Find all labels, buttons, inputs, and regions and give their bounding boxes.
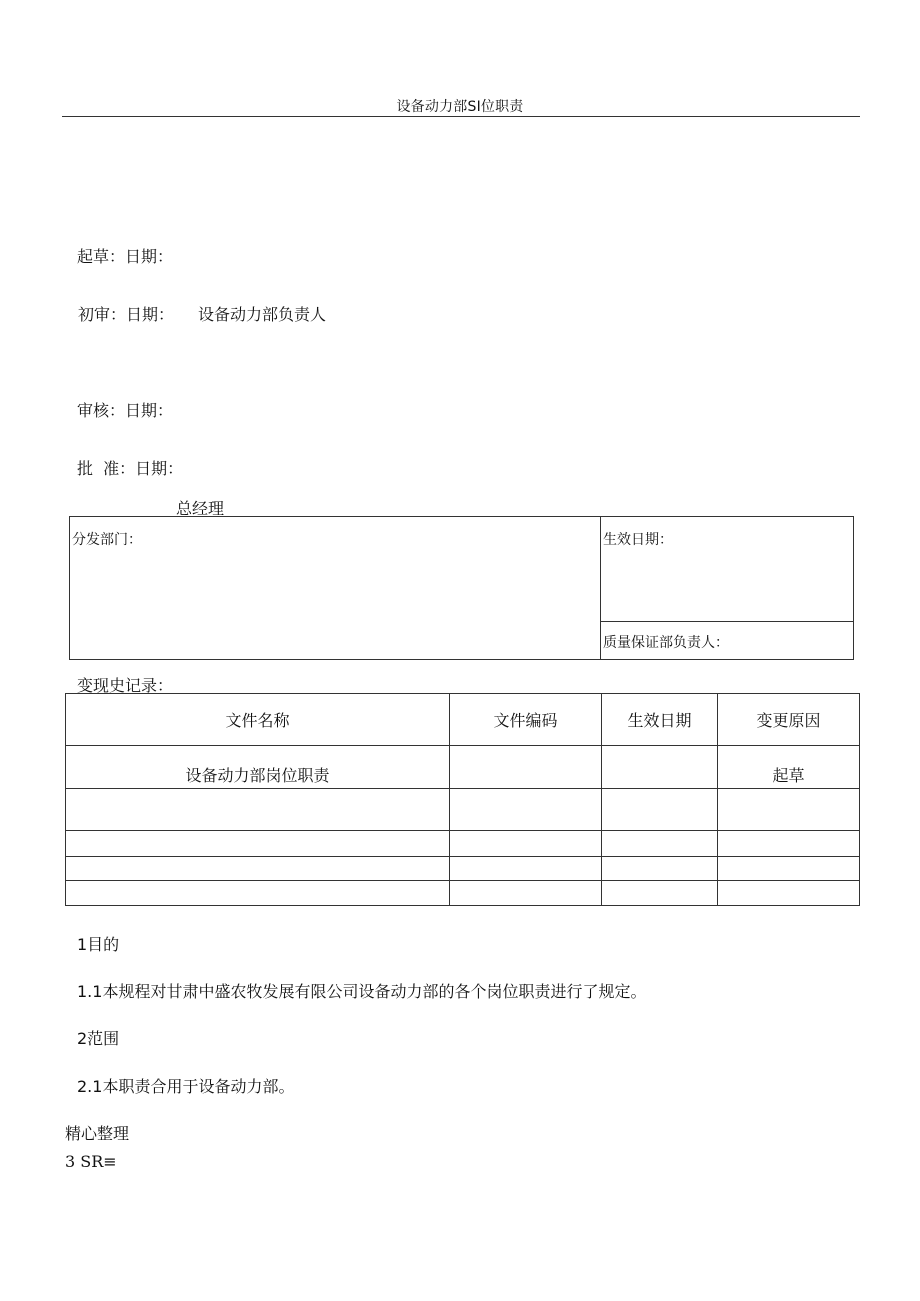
effective-date-label: 生效日期：: [603, 532, 673, 548]
column-header: 变更原因: [718, 694, 860, 746]
distribution-divider-horizontal: [600, 621, 853, 622]
section-3-heading: 3 SR≡: [65, 1152, 117, 1171]
column-header: 文件名称: [66, 694, 450, 746]
table-cell: [450, 746, 602, 789]
qa-signer-label: 质量保证部负责人：: [603, 635, 729, 651]
page-note: 精心整理: [65, 1124, 130, 1143]
section-1-1-text: 1.1本规程对甘肃中盛农牧发展有限公司设备动力部的各个岗位职责进行了规定。: [77, 982, 647, 1001]
table-cell: [718, 881, 860, 906]
table-row: [66, 746, 860, 789]
approval-line: 批 准：日期：: [77, 459, 184, 478]
table-cell: [66, 881, 450, 906]
section-1-heading: 1目的: [77, 935, 120, 954]
table-cell: [602, 831, 718, 857]
distribution-box: [69, 516, 854, 660]
distribution-dept-label: 分发部门：: [72, 532, 142, 548]
table-row: [66, 881, 860, 906]
column-header: 生效日期: [602, 694, 718, 746]
table-cell: [718, 789, 860, 831]
table-cell: [450, 857, 602, 881]
table-cell: 设备动力部岗位职责: [66, 746, 450, 789]
table-cell: [450, 831, 602, 857]
table-cell: [450, 881, 602, 906]
section-2-heading: 2范围: [77, 1029, 120, 1048]
preliminary-review-line: 初审：日期：: [78, 305, 175, 324]
page-header-title: 设备动力部SI位职责: [396, 99, 524, 115]
preliminary-signer: 设备动力部负责人: [198, 305, 327, 324]
table-row: [66, 831, 860, 857]
distribution-divider-vertical: [600, 517, 601, 659]
table-cell: [602, 789, 718, 831]
table-header-row: [66, 694, 860, 746]
table-cell: [718, 857, 860, 881]
header-divider: [62, 116, 860, 117]
approval-signer: 总经理: [176, 499, 225, 518]
table-cell: [450, 789, 602, 831]
review-line: 审核：日期：: [77, 401, 174, 420]
table-row: [66, 789, 860, 831]
change-history-table: [65, 693, 860, 906]
draft-line: 起草：日期：: [77, 247, 174, 266]
table-cell: [66, 831, 450, 857]
table-cell: [602, 881, 718, 906]
table-cell: [602, 857, 718, 881]
history-caption: 变现史记录：: [77, 676, 174, 695]
column-header: 文件编码: [450, 694, 602, 746]
section-2-1-text: 2.1本职责合用于设备动力部。: [77, 1077, 295, 1096]
table-cell: [66, 789, 450, 831]
table-cell: 起草: [718, 746, 860, 789]
table-cell: [66, 857, 450, 881]
table-cell: [602, 746, 718, 789]
table-cell: [718, 831, 860, 857]
table-row: [66, 857, 860, 881]
